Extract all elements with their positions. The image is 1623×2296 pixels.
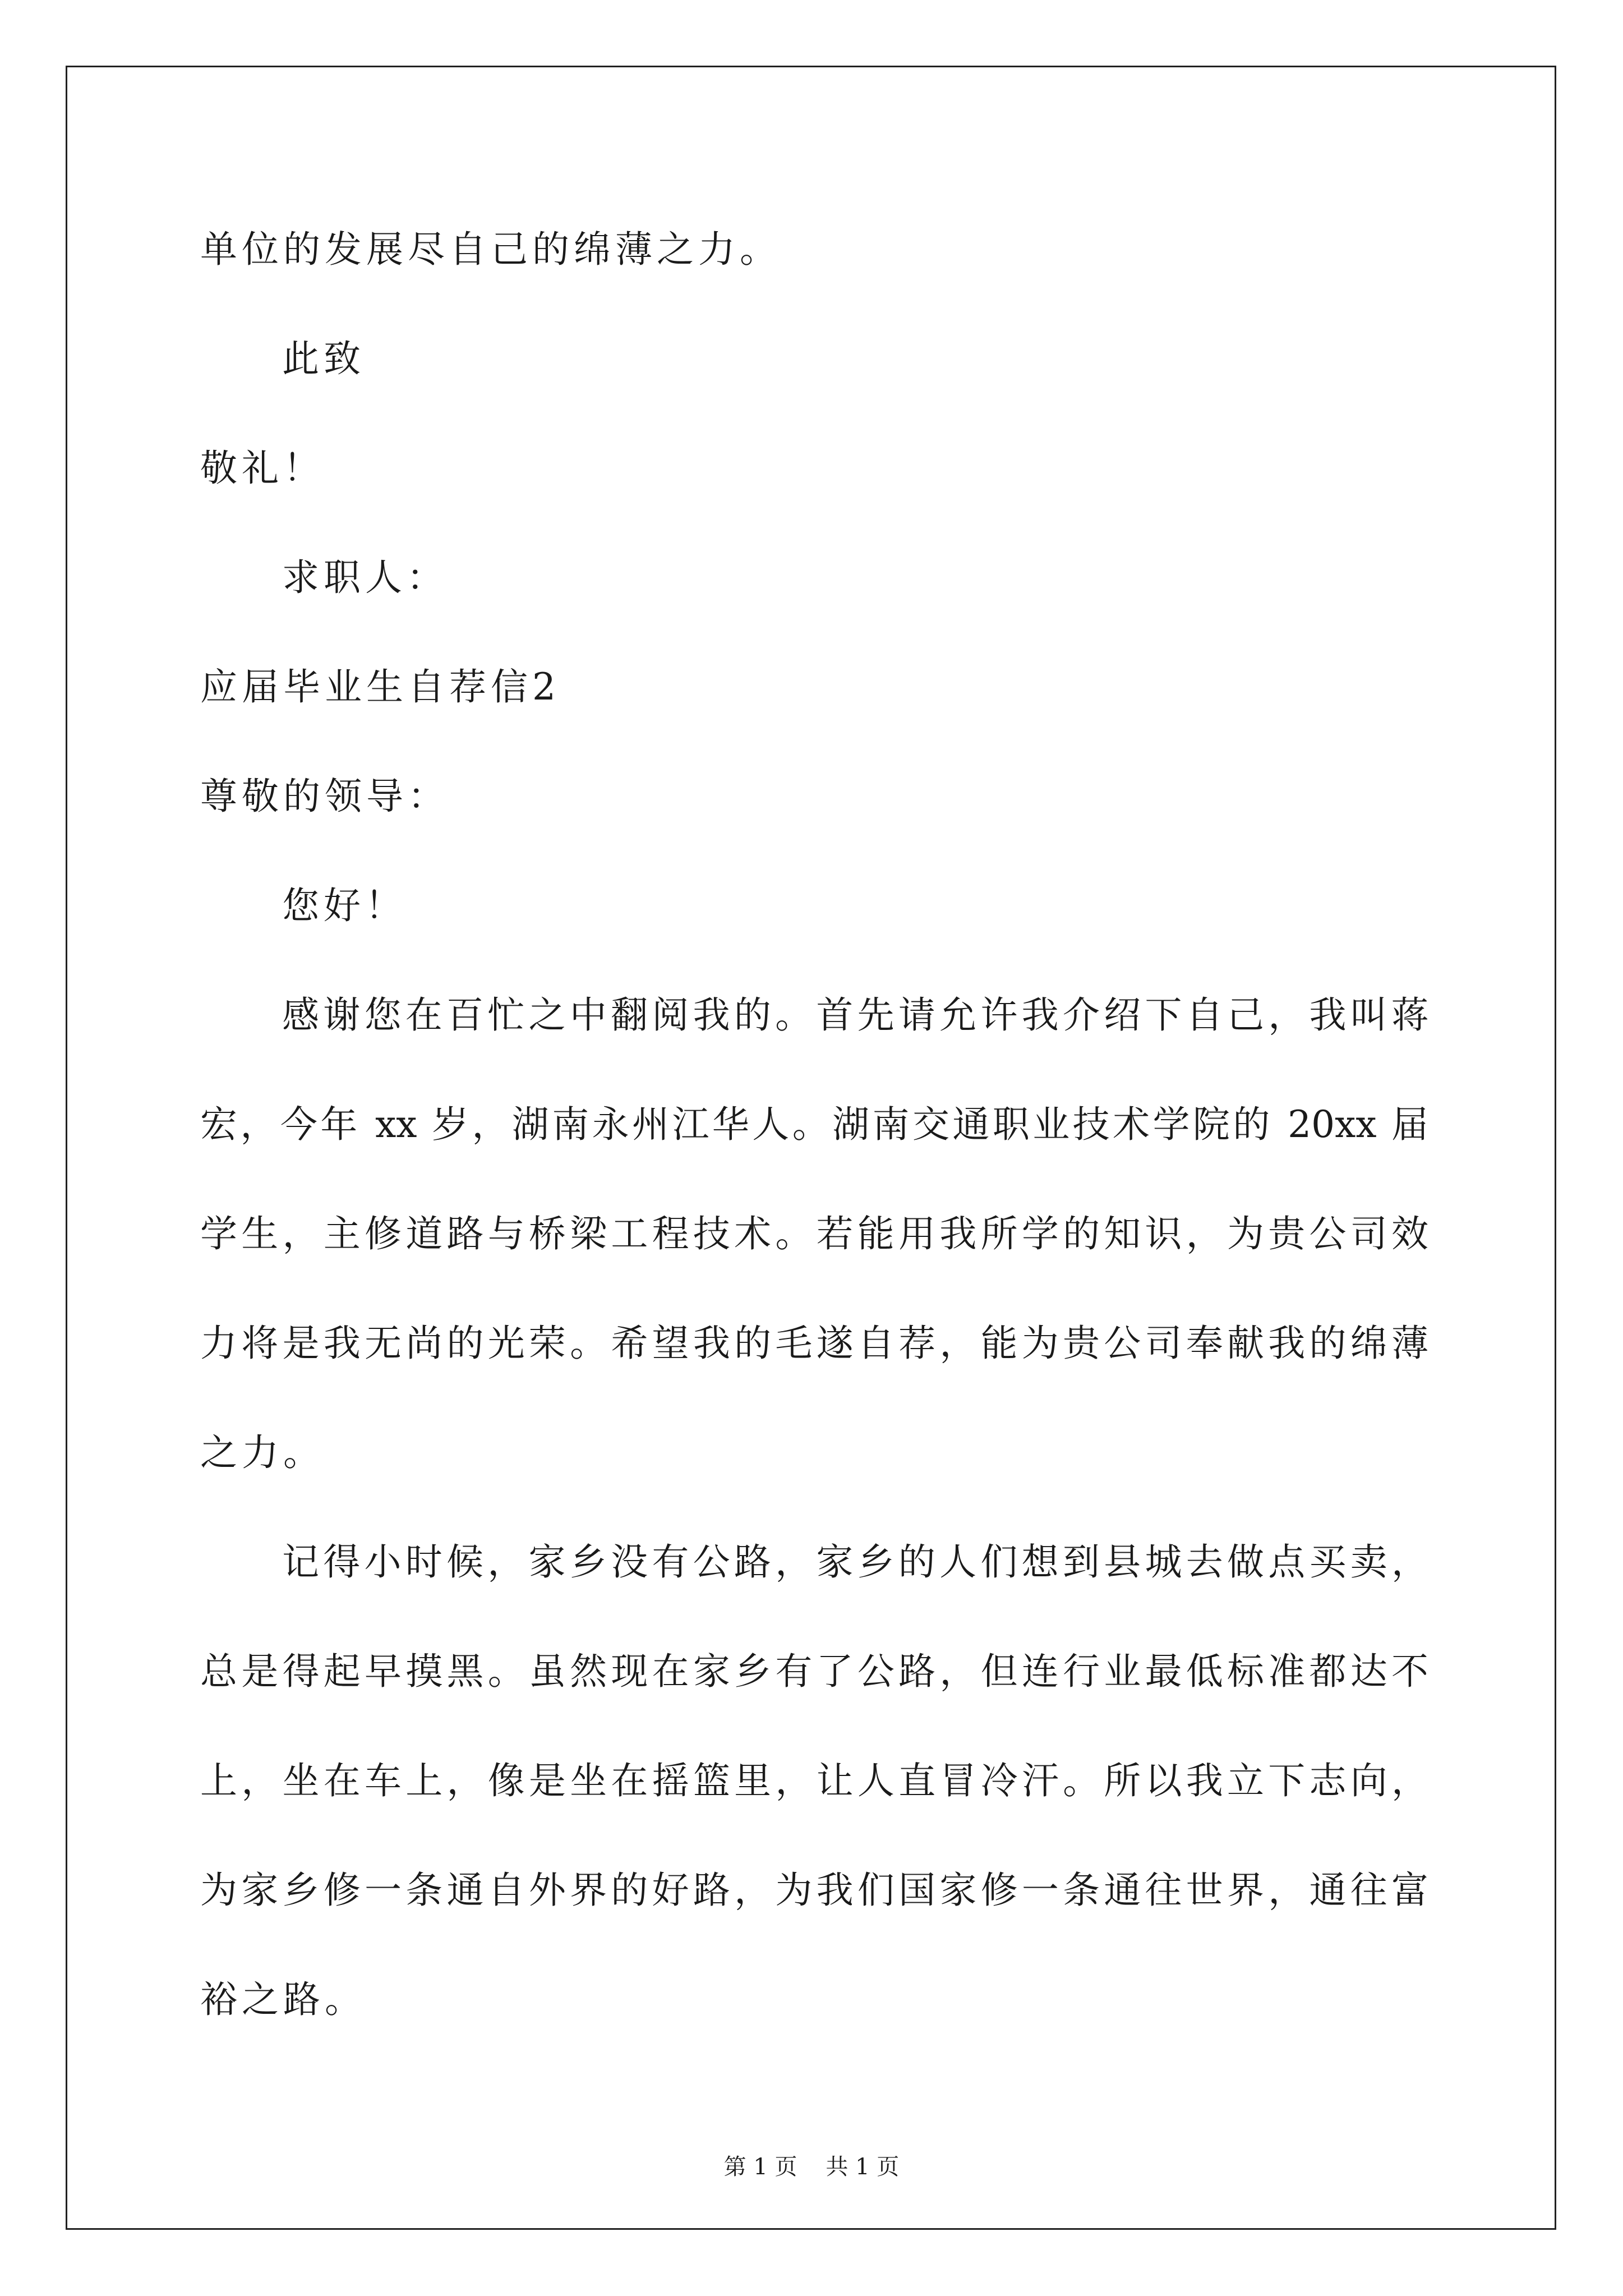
greeting-recipient: 尊敬的领导： (200, 775, 449, 818)
closing-salutation: 此致 (282, 337, 365, 380)
signature-label: 求职人： (282, 556, 448, 599)
paragraph-line: 单位的发展尽自己的绵薄之力。 (200, 228, 781, 271)
page-footer (0, 2156, 1623, 2178)
paragraph-line: 裕之路。 (200, 1978, 366, 2021)
paragraph-line: 上，坐在车上，像是坐在摇篮里，让人直冒冷汗。所以我立下志向， (200, 1759, 1428, 1802)
paragraph-line: 之力。 (200, 1431, 325, 1474)
paragraph-line: 感谢您在百忙之中翻阅我的。首先请允许我介绍下自己，我叫蒋 (282, 993, 1428, 1037)
paragraph-line: 记得小时候，家乡没有公路，家乡的人们想到县城去做点买卖， (282, 1540, 1428, 1584)
letter-title: 应届毕业生自荐信2 (200, 665, 560, 708)
paragraph-line: 为家乡修一条通自外界的好路，为我们国家修一条通往世界，通往富 (200, 1869, 1428, 1912)
paragraph-line: 总是得起早摸黑。虽然现在家乡有了公路，但连行业最低标准都达不 (200, 1650, 1428, 1693)
paragraph-line: 力将是我无尚的光荣。希望我的毛遂自荐，能为贵公司奉献我的绵薄 (200, 1322, 1428, 1365)
closing-regards: 敬礼！ (200, 447, 325, 490)
paragraph-line: 学生，主修道路与桥梁工程技术。若能用我所学的知识，为贵公司效 (200, 1212, 1428, 1255)
page-total: 共 1 页 (826, 2154, 900, 2180)
greeting: 您好！ (282, 884, 407, 927)
paragraph-line: 宏，今年 xx 岁，湖南永州江华人。湖南交通职业技术学院的 20xx 届 (200, 1103, 1428, 1146)
page-number: 第 1 页 (723, 2154, 797, 2180)
